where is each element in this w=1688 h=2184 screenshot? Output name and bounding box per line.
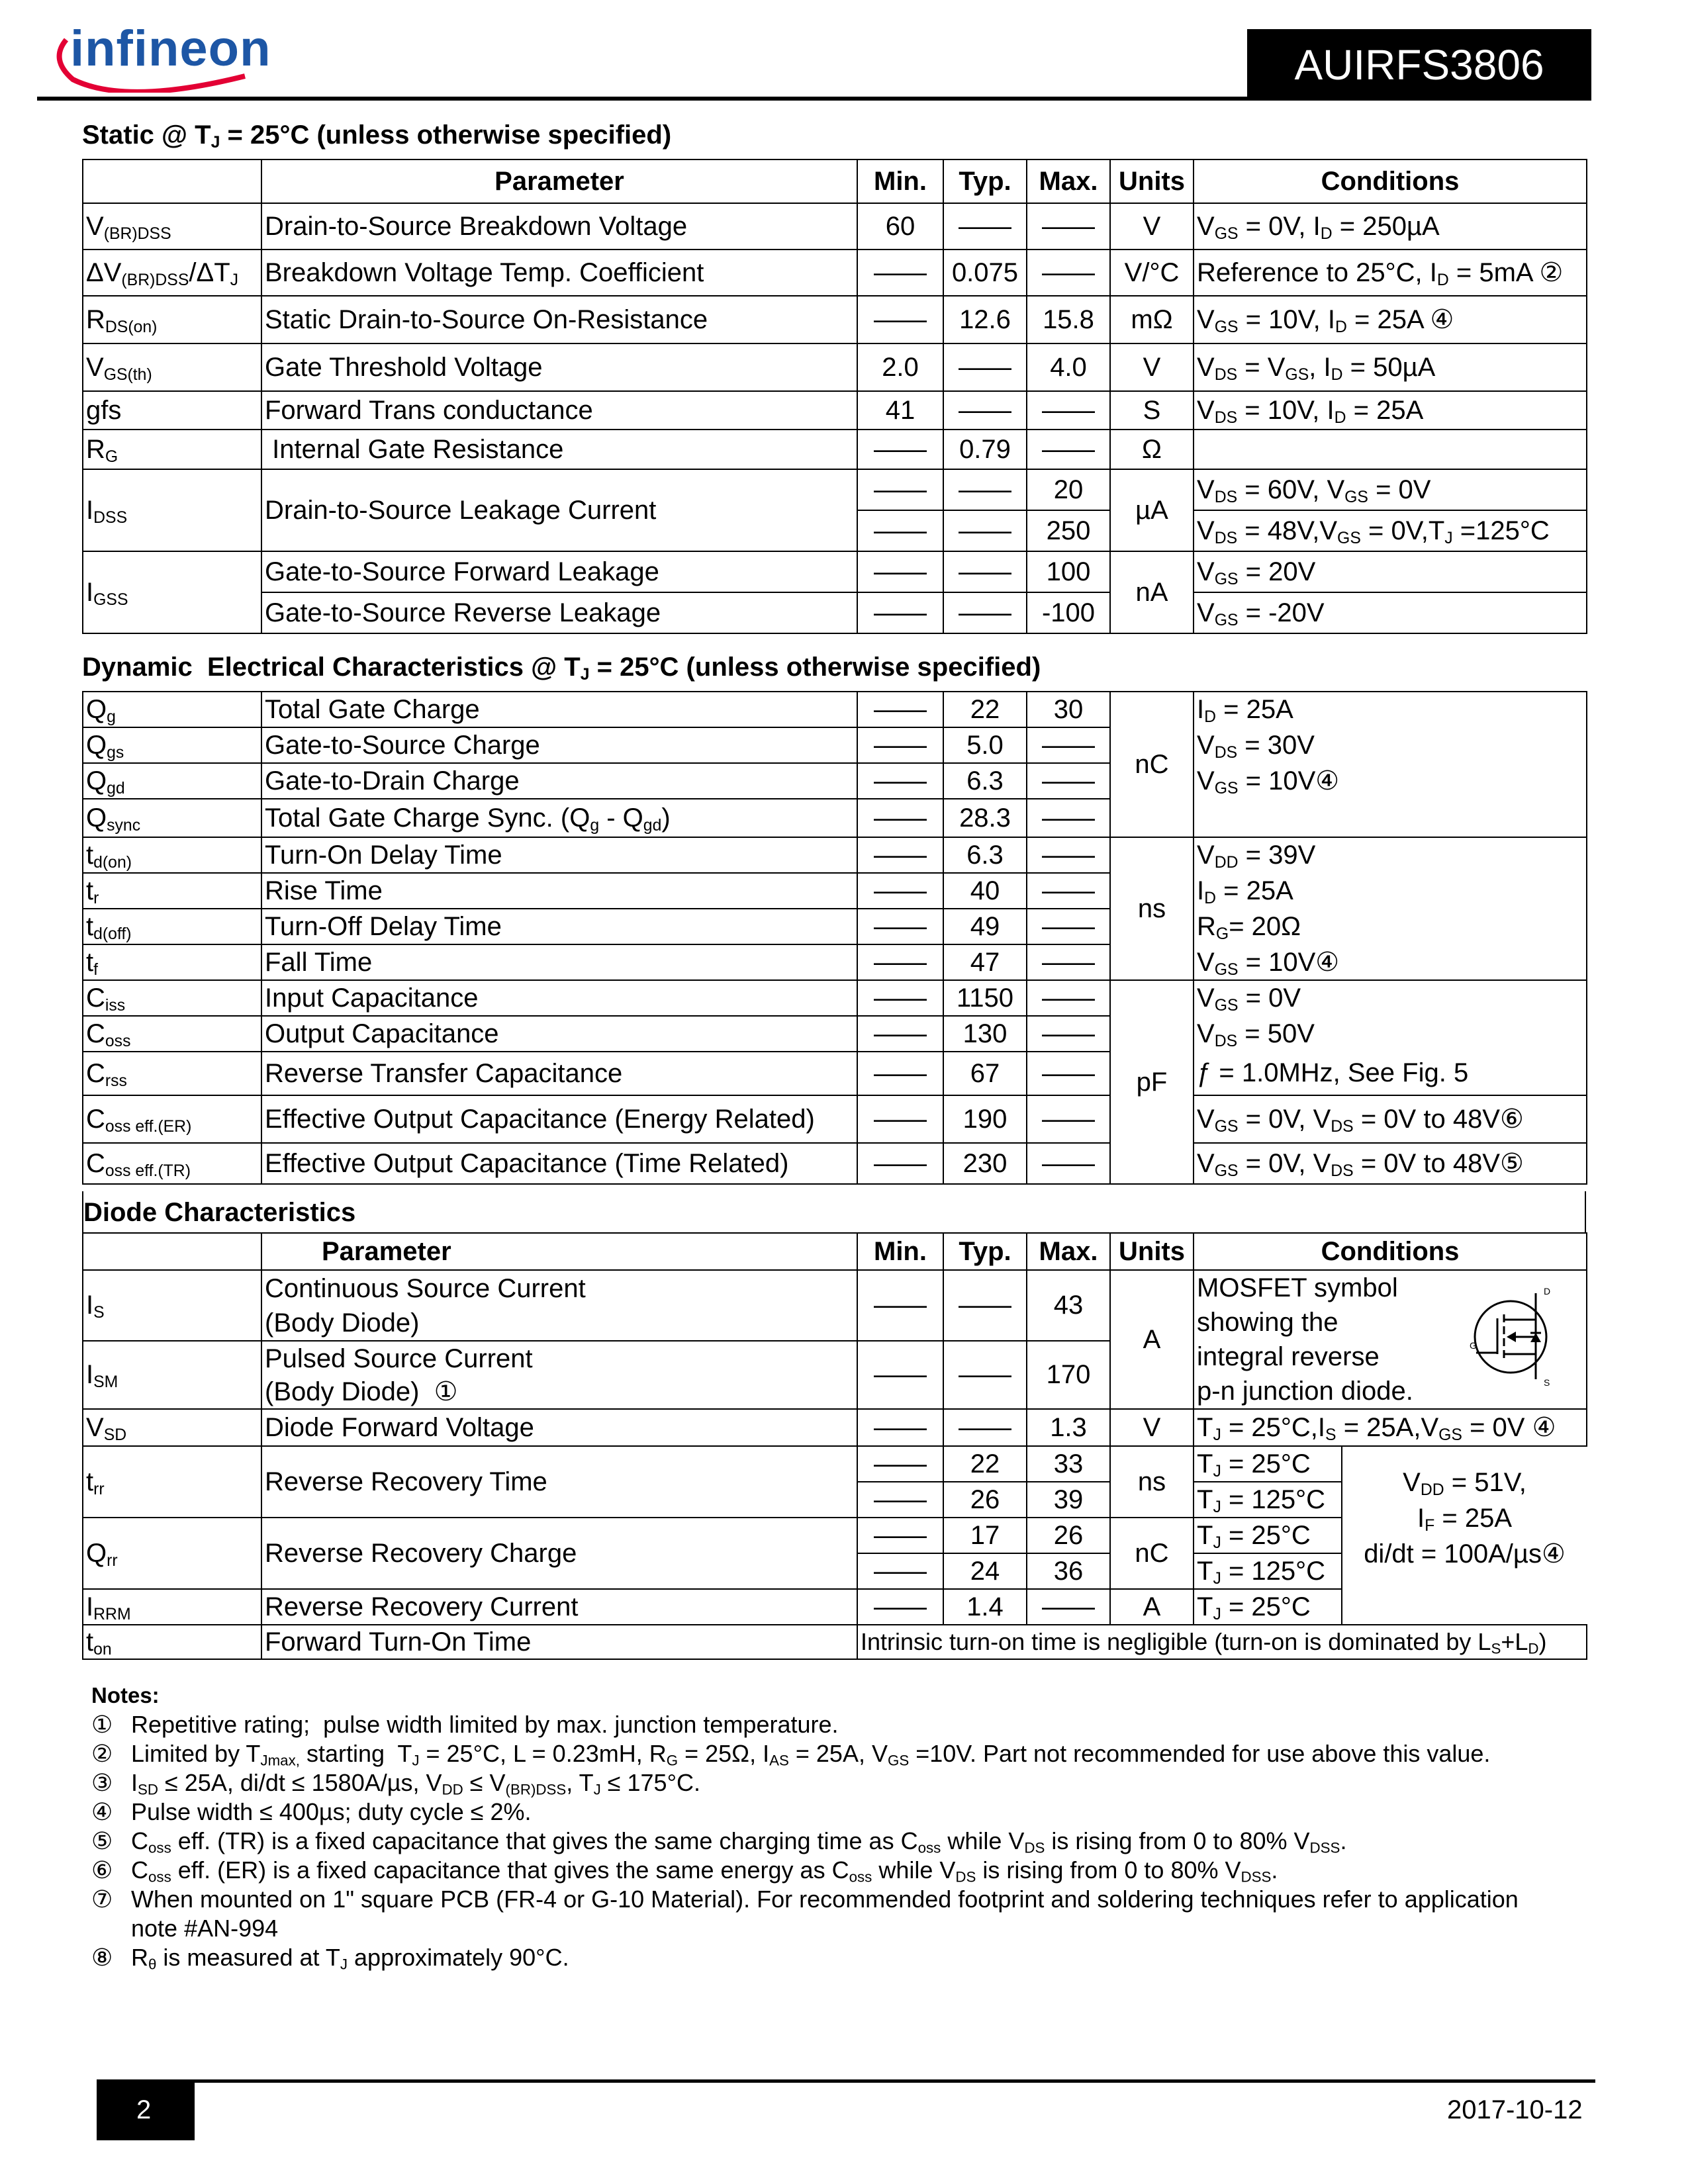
note-mark: ②: [91, 1740, 113, 1767]
note-mark: ⑧: [91, 1944, 113, 1971]
note-mark: ⑤: [91, 1827, 113, 1854]
symbol: $C_{iss}$: [83, 980, 261, 1016]
mosfet-text: showing the: [1197, 1308, 1338, 1337]
max: 30: [1027, 692, 1110, 727]
note-text: Repetitive rating; pulse width limited by max. junction temperature.: [131, 1711, 839, 1738]
note-item: [91, 1739, 1554, 1768]
conditions: $V_{GS} = 0V$, $V_{DS} = 0V$ to 48V⑤: [1194, 1143, 1587, 1184]
typ: 28.3: [943, 799, 1027, 837]
units: S: [1110, 391, 1194, 430]
note-text: $R_\theta$ is measured at $T_J$ approximately 90°C.: [131, 1944, 569, 1973]
max: ——: [1027, 944, 1110, 980]
mosfet-text: MOSFET symbol: [1197, 1273, 1398, 1302]
max: -100: [1027, 592, 1110, 633]
symbol: $t_{d(on)}$: [83, 837, 261, 873]
typ: ——: [943, 551, 1027, 592]
conditions: $V_{GS} = -20V$: [1194, 592, 1587, 633]
units: V: [1110, 203, 1194, 250]
min: 2.0: [857, 343, 943, 391]
footer-date: 2017-10-12: [1447, 2095, 1583, 2124]
parameter: Reverse Recovery Current: [261, 1589, 857, 1625]
parameter: Breakdown Voltage Temp. Coefficient: [261, 250, 857, 296]
max: 170: [1027, 1341, 1110, 1409]
symbol: $R_{DS(on)}$: [83, 296, 261, 343]
symbol: $C_{oss eff.(ER)}$: [83, 1095, 261, 1143]
typ: 17: [943, 1518, 1027, 1553]
max: ——: [1027, 873, 1110, 909]
max: ——: [1027, 909, 1110, 944]
symbol: $R_G$: [83, 430, 261, 469]
parameter-line: (Body Diode): [265, 1308, 420, 1338]
conditions: $V_{GS}$ = 10V④: [1194, 763, 1587, 799]
side-cond-line: di/dt = 100A/µs④: [1364, 1539, 1566, 1569]
units: V: [1110, 1409, 1194, 1446]
dynamic-section-title: Dynamic Electrical Characteristics @ $T_J = 25^\circ C$ (unless otherwise specified): [82, 653, 1041, 684]
min: ——: [857, 1589, 943, 1625]
parameter: Gate-to-Source Reverse Leakage: [261, 592, 857, 633]
max: 43: [1027, 1270, 1110, 1341]
typ: 6.3: [943, 837, 1027, 873]
conditions: [1194, 430, 1587, 469]
min: ——: [857, 1409, 943, 1446]
min: ——: [857, 430, 943, 469]
typ: 22: [943, 692, 1027, 727]
max: 26: [1027, 1518, 1110, 1553]
min: ——: [857, 692, 943, 727]
notes-title: Notes:: [91, 1683, 160, 1707]
typ: ——: [943, 592, 1027, 633]
symbol: $I_{GSS}$: [83, 551, 261, 633]
header-conditions: Conditions: [1194, 159, 1587, 203]
header-units: Units: [1110, 159, 1194, 203]
parameter: Total Gate Charge: [261, 692, 857, 727]
svg-text:G: G: [1470, 1340, 1477, 1351]
typ: 24: [943, 1553, 1027, 1589]
note-item: [91, 1827, 1554, 1856]
max: ——: [1027, 837, 1110, 873]
infineon-logo: [46, 13, 271, 93]
part-number: AUIRFS3806: [1247, 29, 1591, 101]
max: ——: [1027, 1095, 1110, 1143]
typ: 67: [943, 1052, 1027, 1095]
parameter: Static Drain-to-Source On-Resistance: [261, 296, 857, 343]
notes: [91, 1681, 1554, 1972]
units: nC: [1110, 1518, 1194, 1589]
min: ——: [857, 799, 943, 837]
table-row: [83, 909, 1587, 944]
header-symbol: [83, 159, 261, 203]
max: 1.3: [1027, 1409, 1110, 1446]
diode-section-title: Diode Characteristics: [83, 1198, 356, 1227]
typ: ——: [943, 1341, 1027, 1409]
mosfet-text: p-n junction diode.: [1197, 1377, 1413, 1406]
mosfet-symbol-icon: [1470, 1280, 1562, 1392]
parameter: Drain-to-Source Breakdown Voltage: [261, 203, 857, 250]
typ: ——: [943, 391, 1027, 430]
symbol: $V_{GS(th)}$: [83, 343, 261, 391]
diode-table: [82, 1232, 1587, 1660]
typ: 230: [943, 1143, 1027, 1184]
min: ——: [857, 1052, 943, 1095]
conditions: $T_J = 25^\circ C$: [1194, 1446, 1342, 1482]
parameter: [261, 1270, 857, 1341]
min: ——: [857, 1482, 943, 1518]
max: ——: [1027, 250, 1110, 296]
min: ——: [857, 1553, 943, 1589]
min: ——: [857, 1518, 943, 1553]
symbol: $t_r$: [83, 873, 261, 909]
max: ——: [1027, 391, 1110, 430]
parameter: Effective Output Capacitance (Time Related): [261, 1143, 857, 1184]
parameter: Effective Output Capacitance (Energy Related): [261, 1095, 857, 1143]
note-mark: ⑦: [91, 1886, 113, 1913]
symbol: $t_{rr}$: [83, 1446, 261, 1518]
units: nC: [1110, 692, 1194, 837]
max: 100: [1027, 551, 1110, 592]
table-row: [83, 944, 1587, 980]
parameter: Output Capacitance: [261, 1016, 857, 1052]
units: V/°C: [1110, 250, 1194, 296]
table-header-row: [83, 1233, 1587, 1270]
empty-cell: [1342, 1589, 1587, 1625]
min: ——: [857, 980, 943, 1016]
typ: ——: [943, 469, 1027, 510]
units: Ω: [1110, 430, 1194, 469]
symbol: $I_{DSS}$: [83, 469, 261, 551]
units: pF: [1110, 980, 1194, 1184]
units: ns: [1110, 837, 1194, 980]
note-mark: ③: [91, 1769, 113, 1796]
parameter-line: Pulsed Source Current: [265, 1343, 533, 1373]
turn-on-note: Intrinsic turn-on time is negligible (turn-on is dominated by $L_S+L_D$): [857, 1625, 1587, 1659]
symbol: $Q_{sync}$: [83, 799, 261, 837]
symbol: $C_{oss eff.(TR)}$: [83, 1143, 261, 1184]
min: ——: [857, 592, 943, 633]
min: ——: [857, 1095, 943, 1143]
note-item: [91, 1710, 1554, 1739]
max: 250: [1027, 510, 1110, 551]
conditions: $T_J = 125^\circ C$: [1194, 1482, 1342, 1518]
header-rule: [37, 97, 1591, 101]
table-row: [83, 692, 1587, 727]
parameter: Forward Turn-On Time: [261, 1625, 857, 1659]
note-text: Limited by $T_{Jmax,}$ starting $T_J = 25^\circ C$, L = 0.23mH, $R_G = 25\Omega$, $I_{AS} = 25A$, $V_{GS} =10V$. Part not recommended for use above this value.: [131, 1740, 1491, 1769]
note-text: Pulse width ≤ 400µs; duty cycle ≤ 2%.: [131, 1798, 532, 1825]
parameter: Reverse Transfer Capacitance: [261, 1052, 857, 1095]
parameter: Internal Gate Resistance: [261, 430, 857, 469]
conditions: $V_{GS} = 0V$, $V_{DS} = 0V$ to 48V⑥: [1194, 1095, 1587, 1143]
header-min: Min.: [857, 159, 943, 203]
side-conditions: $V_{DD} = 51V$, $I_F = 25A$ di/dt = 100A/µs④: [1342, 1446, 1587, 1589]
parameter: Gate-to-Source Forward Leakage: [261, 551, 857, 592]
parameter: [261, 1341, 857, 1409]
typ: 190: [943, 1095, 1027, 1143]
conditions: $V_{GS} = 10V$, $I_D = 25A$ ④: [1194, 296, 1587, 343]
parameter: Gate-to-Source Charge: [261, 727, 857, 763]
table-row: [83, 763, 1587, 799]
typ: 0.79: [943, 430, 1027, 469]
max: ——: [1027, 980, 1110, 1016]
max: 39: [1027, 1482, 1110, 1518]
typ: 22: [943, 1446, 1027, 1482]
table-row: [83, 1589, 1587, 1625]
note-item: [91, 1768, 1554, 1797]
table-row: [83, 592, 1587, 633]
header-max: Max.: [1027, 1233, 1110, 1270]
static-table: [82, 159, 1587, 634]
typ: ——: [943, 343, 1027, 391]
min: ——: [857, 1446, 943, 1482]
symbol: gfs: [83, 391, 261, 430]
conditions: $I_D = 25A$: [1194, 873, 1587, 909]
table-row: [83, 1270, 1587, 1341]
min: ——: [857, 944, 943, 980]
symbol: $V_{SD}$: [83, 1409, 261, 1446]
conditions: Reference to 25°C, $I_D = 5mA$ ②: [1194, 250, 1587, 296]
units: A: [1110, 1270, 1194, 1409]
symbol: $t_{d(off)}$: [83, 909, 261, 944]
min: ——: [857, 837, 943, 873]
table-row: [83, 873, 1587, 909]
min: ——: [857, 469, 943, 510]
parameter: Turn-Off Delay Time: [261, 909, 857, 944]
symbol: $Q_{rr}$: [83, 1518, 261, 1589]
typ: 12.6: [943, 296, 1027, 343]
max: ——: [1027, 430, 1110, 469]
table-row: [83, 1625, 1587, 1659]
header-conditions: Conditions: [1194, 1233, 1587, 1270]
min: ——: [857, 250, 943, 296]
conditions: $V_{GS} = 20V$: [1194, 551, 1587, 592]
note-text: When mounted on 1" square PCB (FR-4 or G-10 Material). For recommended footprint and soldering techniques refer to application note #AN-994: [131, 1886, 1525, 1942]
symbol: $I_{SM}$: [83, 1341, 261, 1409]
table-row: [83, 1052, 1587, 1095]
typ: ——: [943, 510, 1027, 551]
max: 33: [1027, 1446, 1110, 1482]
parameter: Rise Time: [261, 873, 857, 909]
max: ——: [1027, 1143, 1110, 1184]
table-row: [83, 343, 1587, 391]
parameter: Drain-to-Source Leakage Current: [261, 469, 857, 551]
typ: 6.3: [943, 763, 1027, 799]
note-item: [91, 1797, 1554, 1827]
footer-rule: [97, 2079, 1595, 2083]
parameter: Gate Threshold Voltage: [261, 343, 857, 391]
table-row: [83, 469, 1587, 510]
units: A: [1110, 1589, 1194, 1625]
note-item: [91, 1856, 1554, 1885]
parameter-line: (Body Diode) ①: [265, 1377, 458, 1406]
conditions: $T_J = 25^\circ C$: [1194, 1589, 1342, 1625]
max: 4.0: [1027, 343, 1110, 391]
table-row: [83, 203, 1587, 250]
table-header-row: [83, 159, 1587, 203]
symbol: $I_S$: [83, 1270, 261, 1341]
typ: 26: [943, 1482, 1027, 1518]
max: ——: [1027, 1016, 1110, 1052]
table-row: [83, 727, 1587, 763]
table-row: [83, 250, 1587, 296]
dynamic-table: [82, 691, 1587, 1185]
min: ——: [857, 296, 943, 343]
parameter: Input Capacitance: [261, 980, 857, 1016]
parameter: Forward Trans conductance: [261, 391, 857, 430]
typ: 5.0: [943, 727, 1027, 763]
conditions: $V_{DS} = 60V$, $V_{GS} = 0V$: [1194, 469, 1587, 510]
symbol: $Q_g$: [83, 692, 261, 727]
min: ——: [857, 1016, 943, 1052]
max: ——: [1027, 1052, 1110, 1095]
symbol: $\Delta V_{(BR)DSS}/\Delta T_J$: [83, 250, 261, 296]
max: ——: [1027, 203, 1110, 250]
parameter: Turn-On Delay Time: [261, 837, 857, 873]
typ: 47: [943, 944, 1027, 980]
conditions: $V_{GS} = 0V$: [1194, 980, 1587, 1016]
parameter: Reverse Recovery Time: [261, 1446, 857, 1518]
typ: 49: [943, 909, 1027, 944]
table-row: [83, 1095, 1587, 1143]
note-text: $C_{oss}$ eff. (TR) is a fixed capacitance that gives the same charging time as $C_{oss}$ while $V_{DS}$ is rising from 0 to 80% $V_{DSS}$.: [131, 1827, 1347, 1856]
static-section-title: Static @ $T_J = 25^\circ C$ (unless otherwise specified): [82, 120, 672, 152]
max: 20: [1027, 469, 1110, 510]
min: ——: [857, 1270, 943, 1341]
table-row: [83, 1016, 1587, 1052]
min: ——: [857, 1143, 943, 1184]
min: ——: [857, 727, 943, 763]
conditions: [1194, 799, 1587, 837]
min: ——: [857, 551, 943, 592]
symbol: $C_{oss}$: [83, 1016, 261, 1052]
table-row: [83, 391, 1587, 430]
symbol: $t_f$: [83, 944, 261, 980]
units: mΩ: [1110, 296, 1194, 343]
max: ——: [1027, 799, 1110, 837]
header-min: Min.: [857, 1233, 943, 1270]
note-mark: ⑥: [91, 1856, 113, 1884]
conditions: $V_{DS} = 50V$: [1194, 1016, 1587, 1052]
table-row: [83, 1409, 1587, 1446]
conditions: $V_{DS} = 48V,V_{GS} = 0V,T_J =125^\circ C$: [1194, 510, 1587, 551]
conditions: $I_D = 25A$: [1194, 692, 1587, 727]
note-text: $I_{SD} \le 25A$, di/dt ≤ 1580A/µs, $V_{DD} \le V_{(BR)DSS}$, $T_J \le 175^\circ C$.: [131, 1769, 700, 1798]
max: ——: [1027, 1589, 1110, 1625]
table-row: [83, 980, 1587, 1016]
typ: 1.4: [943, 1589, 1027, 1625]
parameter: Gate-to-Drain Charge: [261, 763, 857, 799]
svg-text:D: D: [1544, 1286, 1551, 1297]
typ: 1150: [943, 980, 1027, 1016]
table-row: [83, 430, 1587, 469]
conditions: $V_{DS} = V_{GS}$, $I_D = 50\mu A$: [1194, 343, 1587, 391]
conditions: $V_{DS} = 30V$: [1194, 727, 1587, 763]
conditions: $V_{DD} = 39V$: [1194, 837, 1587, 873]
parameter: Reverse Recovery Charge: [261, 1518, 857, 1589]
typ: 40: [943, 873, 1027, 909]
min: ——: [857, 1341, 943, 1409]
min: ——: [857, 873, 943, 909]
note-mark: ④: [91, 1798, 113, 1825]
typ: 130: [943, 1016, 1027, 1052]
header-symbol: [83, 1233, 261, 1270]
symbol: $I_{RRM}$: [83, 1589, 261, 1625]
units: ns: [1110, 1446, 1194, 1518]
note-text: $C_{oss}$ eff. (ER) is a fixed capacitance that gives the same energy as $C_{oss}$ while $V_{DS}$ is rising from 0 to 80% $V_{DSS}$.: [131, 1856, 1278, 1886]
min: ——: [857, 510, 943, 551]
max: ——: [1027, 727, 1110, 763]
table-row: [83, 296, 1587, 343]
table-row: [83, 1446, 1587, 1482]
min: 41: [857, 391, 943, 430]
parameter: Diode Forward Voltage: [261, 1409, 857, 1446]
symbol: $Q_{gs}$: [83, 727, 261, 763]
max: 36: [1027, 1553, 1110, 1589]
conditions: $V_{GS} = 0V$, $I_D = 250\mu A$: [1194, 203, 1587, 250]
min: ——: [857, 763, 943, 799]
min: 60: [857, 203, 943, 250]
parameter: Total Gate Charge Sync. $(Q_g - Q_{gd})$: [261, 799, 857, 837]
typ: ——: [943, 1270, 1027, 1341]
units: µA: [1110, 469, 1194, 551]
note-item: [91, 1943, 1554, 1972]
mosfet-text: integral reverse: [1197, 1342, 1380, 1371]
typ: ——: [943, 203, 1027, 250]
conditions: ƒ = 1.0MHz, See Fig. 5: [1194, 1052, 1587, 1095]
conditions: $T_J = 25^\circ C,I_S = 25A,V_{GS} = 0V$ ④: [1194, 1409, 1587, 1446]
units: V: [1110, 343, 1194, 391]
max: ——: [1027, 763, 1110, 799]
symbol: $t_{on}$: [83, 1625, 261, 1659]
units: nA: [1110, 551, 1194, 633]
page-number: 2: [136, 2095, 152, 2124]
symbol: $Q_{gd}$: [83, 763, 261, 799]
symbol: $V_{(BR)DSS}$: [83, 203, 261, 250]
header-units: Units: [1110, 1233, 1194, 1270]
table-row: [83, 799, 1587, 837]
min: ——: [857, 909, 943, 944]
header-max: Max.: [1027, 159, 1110, 203]
header-typ: Typ.: [943, 159, 1027, 203]
header-parameter: Parameter: [261, 1233, 857, 1270]
svg-text:S: S: [1544, 1377, 1550, 1388]
mosfet-symbol-cell: [1194, 1270, 1587, 1409]
header-parameter: Parameter: [261, 159, 857, 203]
note-item: [91, 1885, 1554, 1943]
note-mark: ①: [91, 1711, 113, 1738]
table-row: [83, 837, 1587, 873]
conditions: $R_G= 20\Omega$: [1194, 909, 1587, 944]
table-row: [83, 1143, 1587, 1184]
symbol: $C_{rss}$: [83, 1052, 261, 1095]
brand-name: infineon: [70, 21, 271, 77]
conditions: $T_J = 25^\circ C$: [1194, 1518, 1342, 1553]
parameter-line: Continuous Source Current: [265, 1273, 586, 1303]
conditions: $V_{DS} = 10V$, $I_D = 25A$: [1194, 391, 1587, 430]
table-row: [83, 551, 1587, 592]
header-typ: Typ.: [943, 1233, 1027, 1270]
conditions: $V_{GS}$ = 10V④: [1194, 944, 1587, 980]
conditions: $T_J = 125^\circ C$: [1194, 1553, 1342, 1589]
typ: 0.075: [943, 250, 1027, 296]
parameter: Fall Time: [261, 944, 857, 980]
typ: ——: [943, 1409, 1027, 1446]
max: 15.8: [1027, 296, 1110, 343]
